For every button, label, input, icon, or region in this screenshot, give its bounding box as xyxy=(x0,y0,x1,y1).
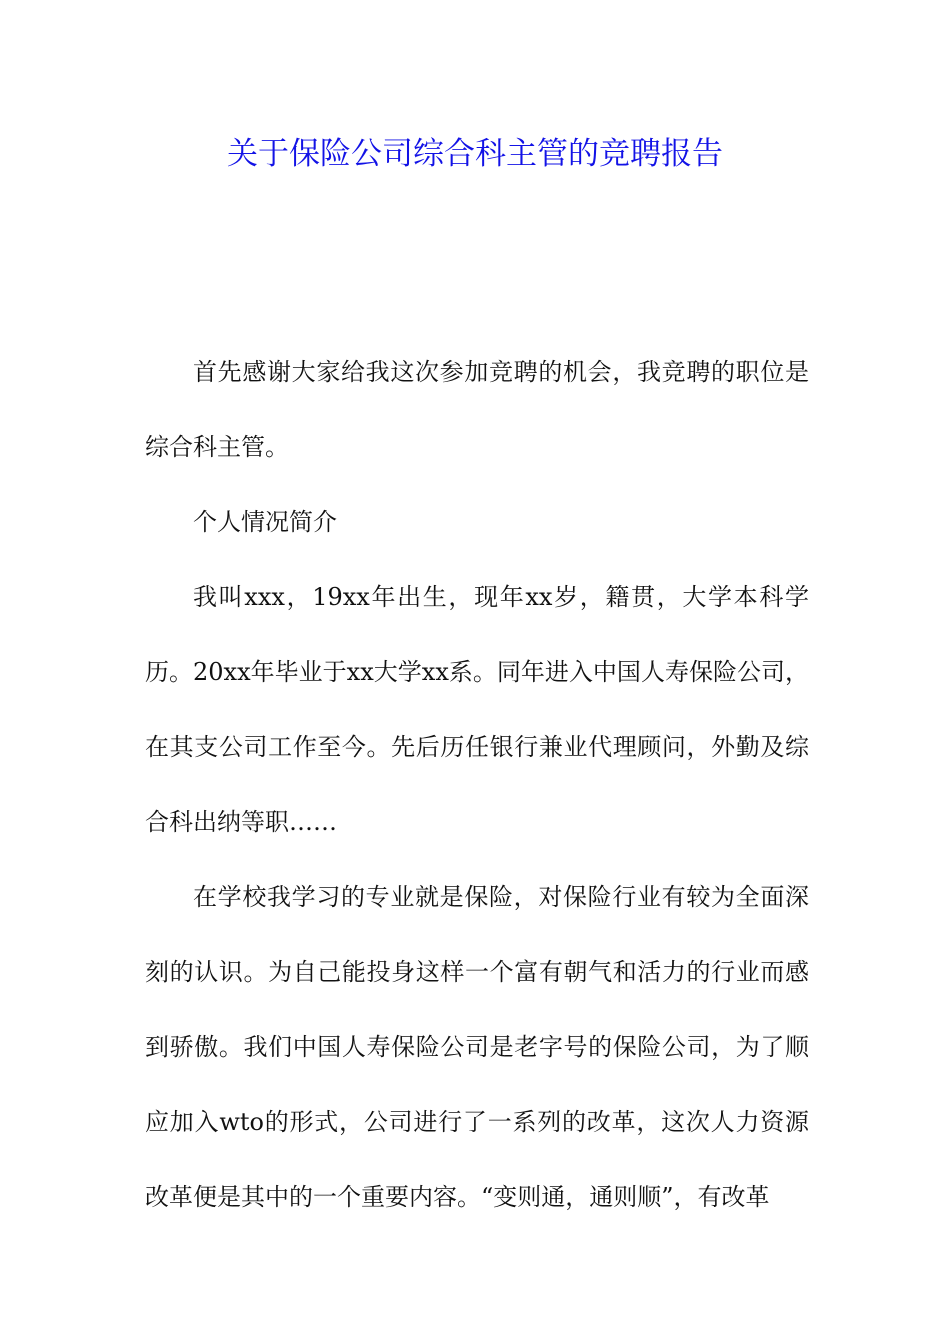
paragraph-opening: 首先感谢大家给我这次参加竞聘的机会，我竞聘的职位是综合科主管。 xyxy=(145,358,809,461)
paragraph-section-heading: 个人情况简介 xyxy=(193,508,337,536)
paragraph-background: 在学校我学习的专业就是保险，对保险行业有较为全面深刻的认识。为自己能投身这样一个富有朝气和活力的行业而感到骄傲。我们中国人寿保险公司是老字号的保险公司，为了顺应加入wto的形式，公司进行了一系列的改革，这次人力资源改革便是其中的一个重要内容。“变则通，通则顺”，有改革 xyxy=(145,883,809,1211)
document-body xyxy=(145,335,809,1235)
document-title: 关于保险公司综合科主管的竞聘报告 xyxy=(227,136,723,172)
paragraph-personal-info: 我叫xxx，19xx年出生，现年xx岁，籍贯，大学本科学历。20xx年毕业于xx大学xx系。同年进入中国人寿保险公司，在其支公司工作至今。先后历任银行兼业代理顾问，外勤及综合科出纳等职…… xyxy=(145,583,809,836)
